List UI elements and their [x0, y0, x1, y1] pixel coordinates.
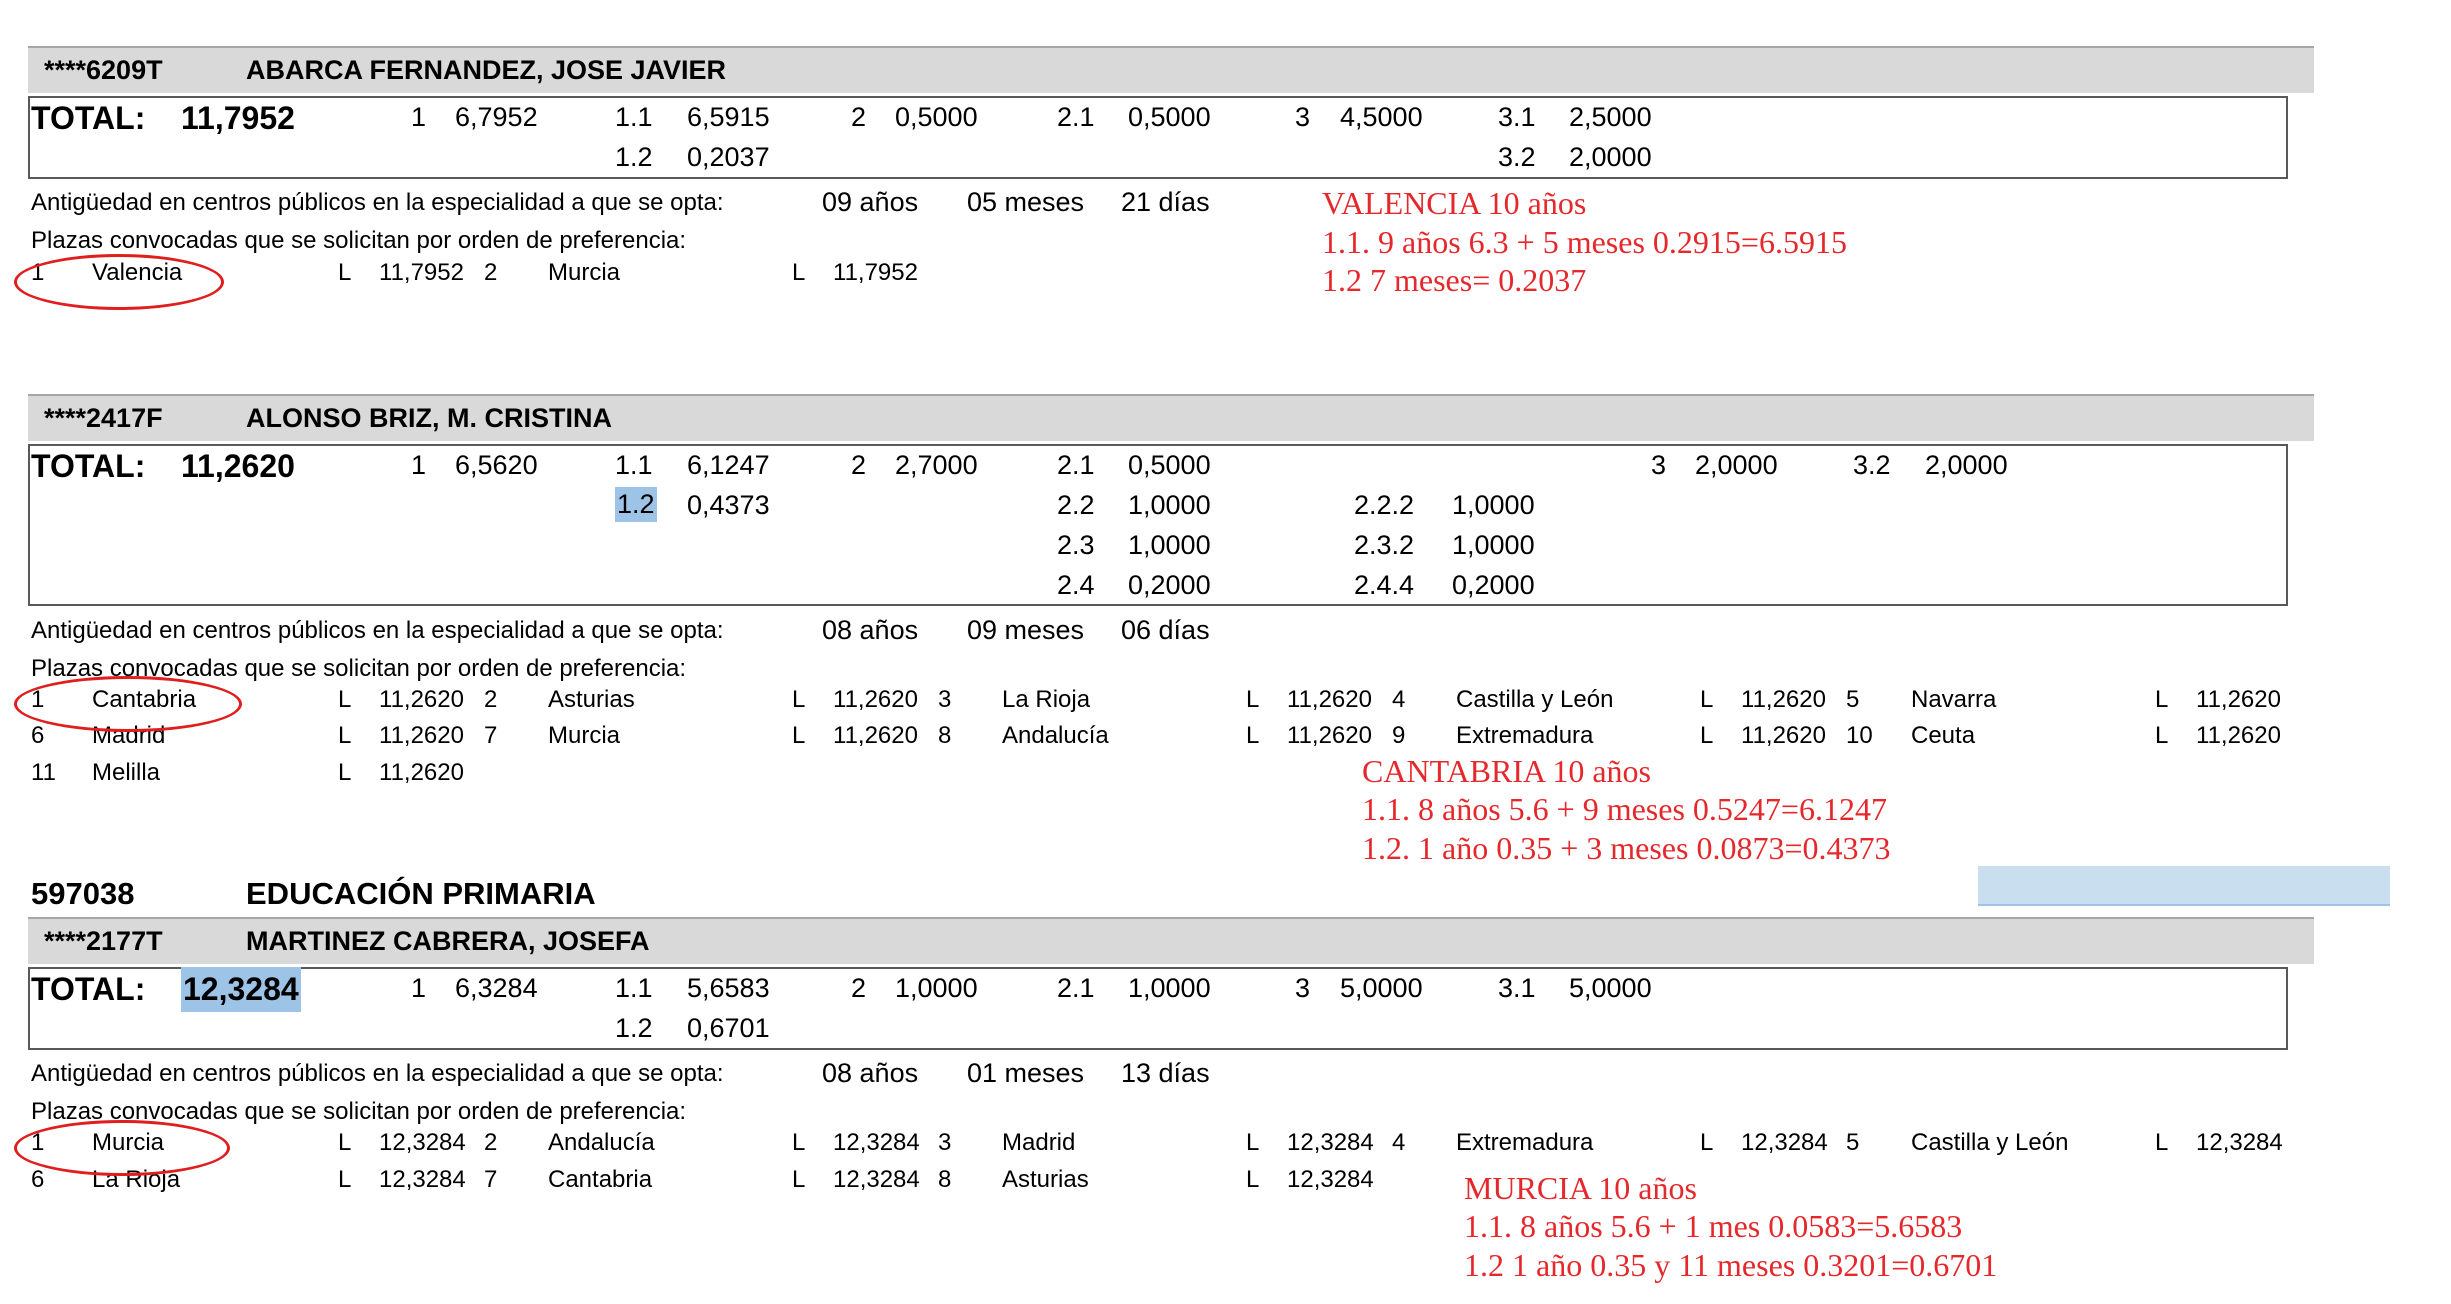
plaza-type: L [338, 1166, 352, 1193]
plaza-number: 5 [1846, 686, 1860, 713]
plaza-score: 12,3284 [833, 1129, 920, 1156]
plaza-name: Cantabria [92, 686, 197, 713]
candidate-header [28, 917, 2314, 964]
plaza-number: 6 [31, 722, 45, 749]
score-2-label: 2 [851, 102, 867, 132]
plaza-number: 2 [484, 259, 498, 286]
plaza-score: 11,2620 [1741, 722, 1826, 749]
plaza-score: 11,7952 [379, 259, 464, 286]
red-ellipse-annotation [14, 254, 224, 310]
score-1-1-value: 5,6583 [687, 973, 770, 1003]
score-3-2-label: 3.2 [1498, 142, 1536, 172]
score-1-label: 1 [411, 102, 427, 132]
note-line: VALENCIA 10 años [1322, 185, 1587, 221]
plaza-name: Andalucía [548, 1129, 655, 1156]
plaza-score: 12,3284 [379, 1129, 466, 1156]
plaza-type: L [1246, 1129, 1260, 1156]
plaza-score: 11,2620 [2196, 686, 2281, 713]
antiguedad-months: 01 meses [967, 1058, 1085, 1088]
plaza-score: 11,2620 [379, 686, 464, 713]
plaza-score: 12,3284 [833, 1166, 920, 1193]
antiguedad-days: 21 días [1121, 187, 1210, 217]
plaza-type: L [338, 686, 352, 713]
antiguedad-years: 08 años [822, 1058, 919, 1088]
score-1-label: 1 [411, 450, 427, 480]
plaza-name: La Rioja [92, 1166, 181, 1193]
score-2-4-4-label: 2.4.4 [1354, 570, 1415, 600]
plaza-type: L [792, 686, 806, 713]
plaza-number: 10 [1846, 722, 1873, 749]
plaza-number: 3 [938, 686, 952, 713]
note-line: 1.1. 8 años 5.6 + 9 meses 0.5247=6.1247 [1362, 791, 1887, 827]
total-value: 11,2620 [181, 448, 295, 484]
plazas-label: Plazas convocadas que se solicitan por orden de preferencia: [31, 655, 687, 682]
plaza-type: L [1246, 1166, 1260, 1193]
score-1-2-label: 1.2 [615, 142, 653, 172]
section-code: 597038 [31, 876, 135, 911]
score-1-2-label: 1.2 [615, 1013, 653, 1043]
plaza-type: L [1700, 722, 1714, 749]
score-2-1-value: 1,0000 [1128, 973, 1211, 1003]
plaza-score: 12,3284 [1287, 1166, 1374, 1193]
score-1-value: 6,7952 [455, 102, 538, 132]
antiguedad-months: 05 meses [967, 187, 1085, 217]
antiguedad-days: 13 días [1121, 1058, 1210, 1088]
plaza-number: 7 [484, 1166, 498, 1193]
total-label: TOTAL: [31, 100, 146, 136]
score-3-value: 2,0000 [1695, 450, 1778, 480]
plaza-type: L [2155, 1129, 2169, 1156]
score-2-value: 2,7000 [895, 450, 978, 480]
candidate-name: ABARCA FERNANDEZ, JOSE JAVIER [246, 55, 727, 85]
antiguedad-years: 09 años [822, 187, 919, 217]
plaza-type: L [2155, 686, 2169, 713]
antiguedad-months: 09 meses [967, 615, 1085, 645]
score-3-1-value: 5,0000 [1569, 973, 1652, 1003]
score-2-1-label: 2.1 [1057, 450, 1095, 480]
score-1-label: 1 [411, 973, 427, 1003]
candidate-name: ALONSO BRIZ, M. CRISTINA [246, 403, 612, 433]
plaza-type: L [1700, 1129, 1714, 1156]
score-1-value: 6,5620 [455, 450, 538, 480]
plaza-number: 5 [1846, 1129, 1860, 1156]
plaza-name: Murcia [92, 1129, 165, 1156]
note-line: 1.1. 9 años 6.3 + 5 meses 0.2915=6.5915 [1322, 224, 1847, 260]
score-1-2-label: 1.2 [615, 487, 657, 522]
score-1-1-label: 1.1 [615, 973, 653, 1003]
plaza-name: Valencia [92, 259, 183, 286]
plaza-type: L [792, 1129, 806, 1156]
score-2-2-2-value: 1,0000 [1452, 490, 1535, 520]
total-value: 12,3284 [181, 967, 301, 1012]
plaza-score: 12,3284 [379, 1166, 466, 1193]
plaza-type: L [338, 259, 352, 286]
score-3-1-label: 3.1 [1498, 102, 1536, 132]
candidate-header [28, 394, 2314, 441]
plaza-score: 11,2620 [1741, 686, 1826, 713]
plazas-label: Plazas convocadas que se solicitan por orden de preferencia: [31, 227, 687, 254]
plaza-type: L [338, 759, 352, 786]
score-3-2-value: 2,0000 [1925, 450, 2008, 480]
plaza-score: 11,2620 [1287, 686, 1372, 713]
plaza-name: Asturias [1002, 1166, 1089, 1193]
score-2-1-label: 2.1 [1057, 973, 1095, 1003]
section-title: EDUCACIÓN PRIMARIA [246, 876, 596, 911]
score-2-3-2-label: 2.3.2 [1354, 530, 1415, 560]
note-line: 1.2. 1 año 0.35 + 3 meses 0.0873=0.4373 [1362, 830, 1891, 866]
plaza-type: L [2155, 722, 2169, 749]
plaza-name: Madrid [92, 722, 166, 749]
note-line: CANTABRIA 10 años [1362, 753, 1651, 789]
plaza-type: L [1246, 686, 1260, 713]
plaza-score: 11,7952 [833, 259, 918, 286]
total-label: TOTAL: [31, 971, 146, 1007]
plaza-score: 11,2620 [833, 722, 918, 749]
plaza-score: 11,2620 [379, 722, 464, 749]
score-2-2-label: 2.2 [1057, 490, 1095, 520]
plaza-number: 4 [1392, 1129, 1406, 1156]
total-label: TOTAL: [31, 448, 146, 484]
plaza-score: 12,3284 [1741, 1129, 1828, 1156]
score-1-value: 6,3284 [455, 973, 538, 1003]
plaza-name: Madrid [1002, 1129, 1076, 1156]
plaza-score: 11,2620 [1287, 722, 1372, 749]
plaza-number: 2 [484, 686, 498, 713]
antiguedad-label: Antigüedad en centros públicos en la especialidad a que se opta: [31, 189, 724, 216]
plaza-name: La Rioja [1002, 686, 1091, 713]
score-2-3-2-value: 1,0000 [1452, 530, 1535, 560]
plaza-number: 8 [938, 1166, 952, 1193]
candidate-header [28, 46, 2314, 93]
candidate-name: MARTINEZ CABRERA, JOSEFA [246, 926, 650, 956]
red-ellipse-annotation [14, 676, 242, 732]
plaza-number: 1 [31, 1129, 45, 1156]
plaza-type: L [792, 722, 806, 749]
score-1-2-value: 0,2037 [687, 142, 770, 172]
score-3-2-value: 2,0000 [1569, 142, 1652, 172]
score-3-value: 5,0000 [1340, 973, 1423, 1003]
plaza-name: Extremadura [1456, 722, 1594, 749]
note-line: MURCIA 10 años [1464, 1170, 1697, 1206]
score-2-3-label: 2.3 [1057, 530, 1095, 560]
plaza-type: L [338, 1129, 352, 1156]
score-2-4-4-value: 0,2000 [1452, 570, 1535, 600]
plaza-name: Melilla [92, 759, 161, 786]
red-ellipse-annotation [14, 1120, 230, 1176]
plaza-name: Navarra [1911, 686, 1997, 713]
score-3-label: 3 [1295, 102, 1311, 132]
score-3-1-label: 3.1 [1498, 973, 1536, 1003]
plaza-name: Castilla y León [1911, 1129, 2069, 1156]
plaza-name: Andalucía [1002, 722, 1109, 749]
plaza-name: Murcia [548, 722, 621, 749]
score-2-3-value: 1,0000 [1128, 530, 1211, 560]
total-value: 11,7952 [181, 100, 295, 136]
selection-highlight [1978, 866, 2390, 906]
score-2-4-label: 2.4 [1057, 570, 1095, 600]
plaza-number: 1 [31, 259, 45, 286]
score-1-1-label: 1.1 [615, 102, 653, 132]
score-1-1-label: 1.1 [615, 450, 653, 480]
plaza-number: 2 [484, 1129, 498, 1156]
note-line: 1.2 7 meses= 0.2037 [1322, 262, 1587, 298]
plaza-type: L [338, 722, 352, 749]
plaza-name: Cantabria [548, 1166, 653, 1193]
plaza-name: Extremadura [1456, 1129, 1594, 1156]
score-1-2-value: 0,4373 [687, 490, 770, 520]
score-2-1-value: 0,5000 [1128, 450, 1211, 480]
plaza-name: Castilla y León [1456, 686, 1614, 713]
plaza-number: 11 [31, 759, 56, 786]
plaza-score: 12,3284 [1287, 1129, 1374, 1156]
antiguedad-days: 06 días [1121, 615, 1210, 645]
candidate-dni: ****6209T [44, 55, 163, 85]
score-2-label: 2 [851, 973, 867, 1003]
score-1-1-value: 6,1247 [687, 450, 770, 480]
plaza-number: 6 [31, 1166, 45, 1193]
plaza-name: Ceuta [1911, 722, 1976, 749]
plaza-score: 11,2620 [379, 759, 464, 786]
plaza-number: 1 [31, 686, 45, 713]
score-2-label: 2 [851, 450, 867, 480]
score-2-2-value: 1,0000 [1128, 490, 1211, 520]
score-2-2-2-label: 2.2.2 [1354, 490, 1415, 520]
plaza-name: Asturias [548, 686, 635, 713]
score-3-label: 3 [1651, 450, 1667, 480]
score-2-1-value: 0,5000 [1128, 102, 1211, 132]
antiguedad-label: Antigüedad en centros públicos en la especialidad a que se opta: [31, 1060, 724, 1087]
plaza-score: 11,2620 [833, 686, 918, 713]
antiguedad-years: 08 años [822, 615, 919, 645]
score-2-value: 1,0000 [895, 973, 978, 1003]
plaza-score: 11,2620 [2196, 722, 2281, 749]
score-2-4-value: 0,2000 [1128, 570, 1211, 600]
plaza-name: Murcia [548, 259, 621, 286]
note-line: 1.2 1 año 0.35 y 11 meses 0.3201=0.6701 [1464, 1247, 1998, 1283]
plaza-type: L [1246, 722, 1260, 749]
candidate-dni: ****2177T [44, 926, 163, 956]
score-3-value: 4,5000 [1340, 102, 1423, 132]
plaza-number: 8 [938, 722, 952, 749]
antiguedad-label: Antigüedad en centros públicos en la especialidad a que se opta: [31, 617, 724, 644]
plazas-label: Plazas convocadas que se solicitan por orden de preferencia: [31, 1098, 687, 1125]
score-3-2-label: 3.2 [1853, 450, 1891, 480]
score-2-1-label: 2.1 [1057, 102, 1095, 132]
plaza-type: L [1700, 686, 1714, 713]
plaza-type: L [792, 1166, 806, 1193]
note-line: 1.1. 8 años 5.6 + 1 mes 0.0583=5.6583 [1464, 1208, 1963, 1244]
score-1-1-value: 6,5915 [687, 102, 770, 132]
candidate-dni: ****2417F [44, 403, 163, 433]
plaza-type: L [792, 259, 806, 286]
score-1-2-value: 0,6701 [687, 1013, 770, 1043]
plaza-number: 4 [1392, 686, 1406, 713]
plaza-number: 3 [938, 1129, 952, 1156]
score-2-value: 0,5000 [895, 102, 978, 132]
score-3-label: 3 [1295, 973, 1311, 1003]
plaza-number: 9 [1392, 722, 1406, 749]
plaza-number: 7 [484, 722, 498, 749]
score-3-1-value: 2,5000 [1569, 102, 1652, 132]
plaza-score: 12,3284 [2196, 1129, 2283, 1156]
